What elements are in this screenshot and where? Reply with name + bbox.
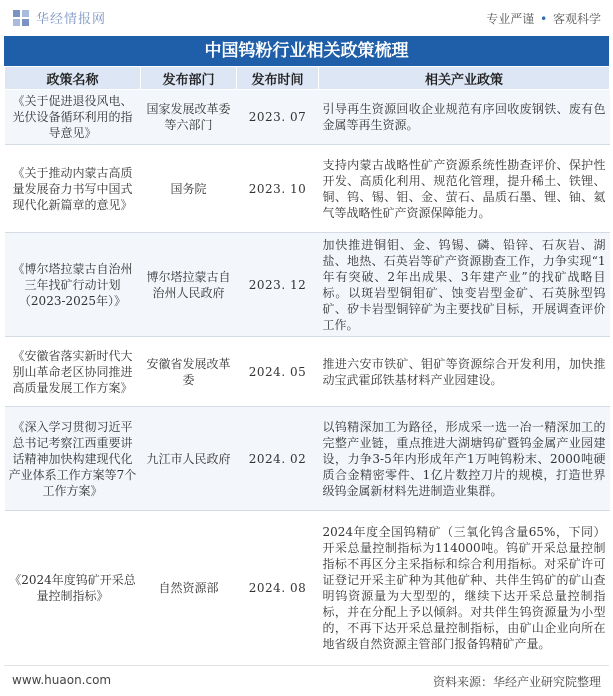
policy-dept: 安徽省发展改革委: [141, 337, 237, 407]
footer-url-link[interactable]: www.huaon.com: [12, 673, 112, 687]
policy-dept: 自然资源部: [141, 511, 237, 665]
policy-dept: 国家发展改革委等六部门: [141, 90, 237, 145]
page-title: 中国钨粉行业相关政策梳理: [4, 36, 609, 66]
policy-desc: 加快推进铜钼、金、钨锡、磷、铅锌、石灰岩、湖盐、地热、石英岩等矿产资源勘查工作，力争实现“1年有突破、2年出成果、3年建产业”的找矿战略目标。以斑岩型铜钼矿、蚀变岩型金矿、石英脉型钨矿、矽卡岩型铜锌矿为主要找矿目标，开展调查评价工作。: [319, 233, 610, 337]
table-row: [5, 90, 610, 145]
footer: [0, 665, 613, 696]
policy-dept: 博尔塔拉蒙古自治州人民政府: [141, 233, 237, 337]
slogan-separator: •: [540, 12, 548, 26]
logo-text: 华经情报网: [36, 12, 107, 27]
table-row: [5, 407, 610, 511]
top-bar: [0, 0, 613, 36]
table-row: [5, 511, 610, 665]
table-row: [5, 145, 610, 233]
policy-desc: 以钨精深加工为路径，形成采一选一冶一精深加工的完整产业链，重点推进大湖塘钨矿暨钨金属产业园建设，力争3-5年内形成年产1万吨钨粉末、2000吨硬质合金精密零件、1亿片数控刀片的规模，打造世界级钨金属新材料先进制造业集群。: [319, 407, 610, 511]
logo-icon: [12, 9, 30, 27]
column-header-dept: 发布部门: [141, 67, 237, 90]
table-row: [5, 233, 610, 337]
policy-name: 《博尔塔拉蒙古自治州三年找矿行动计划（2023-2025年）》: [5, 233, 141, 337]
policy-date: 2024. 08: [237, 511, 319, 665]
slogan: [486, 10, 601, 27]
column-header-date: 发布时间: [237, 67, 319, 90]
column-header-policy: 相关产业政策: [319, 67, 610, 90]
policy-date: 2023. 10: [237, 145, 319, 233]
policy-name: 《2024年度钨矿开采总量控制指标》: [5, 511, 141, 665]
policy-desc: 引导再生资源回收企业规范有序回收废钢铁、废有色金属等再生资源。: [319, 90, 610, 145]
policy-date: 2023. 12: [237, 233, 319, 337]
policy-desc: 2024年度全国钨精矿（三氧化钨含量65%，下同）开采总量控制指标为114000吨。钨矿开采总量控制指标不再区分主采指标和综合利用指标。对采矿许可证登记开采主矿种为其他矿种、共伴生钨矿的矿山查明钨资源量为大型型的，继续下达开采总量控制指标，并在分配上予以倾斜。对共伴生钨资源量为小型的，不再下达开采总量控制指标，由矿山企业向所在地省级自然资源主管部门报备钨精矿产量。: [319, 511, 610, 665]
table-header-row: [5, 67, 610, 90]
policy-dept: 国务院: [141, 145, 237, 233]
slogan-left: 专业严谨: [486, 12, 535, 26]
policy-table: [4, 66, 610, 665]
policy-date: 2024. 05: [237, 337, 319, 407]
policy-name: 《关于推动内蒙古高质量发展奋力书写中国式现代化新篇章的意见》: [5, 145, 141, 233]
policy-date: 2023. 07: [237, 90, 319, 145]
slogan-right: 客观科学: [552, 12, 601, 26]
policy-name: 《关于促进退役风电、光伏设备循环利用的指导意见》: [5, 90, 141, 145]
brand-logo[interactable]: [12, 8, 106, 27]
policy-name: 《深入学习贯彻习近平总书记考察江西重要讲话精神加快构建现代化产业体系工作方案等7个工作方案》: [5, 407, 141, 511]
policy-dept: 九江市人民政府: [141, 407, 237, 511]
policy-name: 《安徽省落实新时代大别山革命老区协同推进高质量发展工作方案》: [5, 337, 141, 407]
footer-divider: [4, 665, 609, 666]
policy-date: 2024. 02: [237, 407, 319, 511]
footer-source: 资料来源：华经产业研究院整理: [432, 675, 601, 689]
table-row: [5, 337, 610, 407]
policy-desc: 支持内蒙古战略性矿产资源系统性勘查评价、保护性开发、高质化利用、规范化管理，提升稀土、铁锂、铜、钨、锡、钼、金、萤石、晶质石墨、锂、铀、氦气等战略性矿产资源保障能力。: [319, 145, 610, 233]
column-header-name: 政策名称: [5, 67, 141, 90]
policy-desc: 推进六安市铁矿、钼矿等资源综合开发利用，加快推动宝武霍邱铁基材料产业园建设。: [319, 337, 610, 407]
